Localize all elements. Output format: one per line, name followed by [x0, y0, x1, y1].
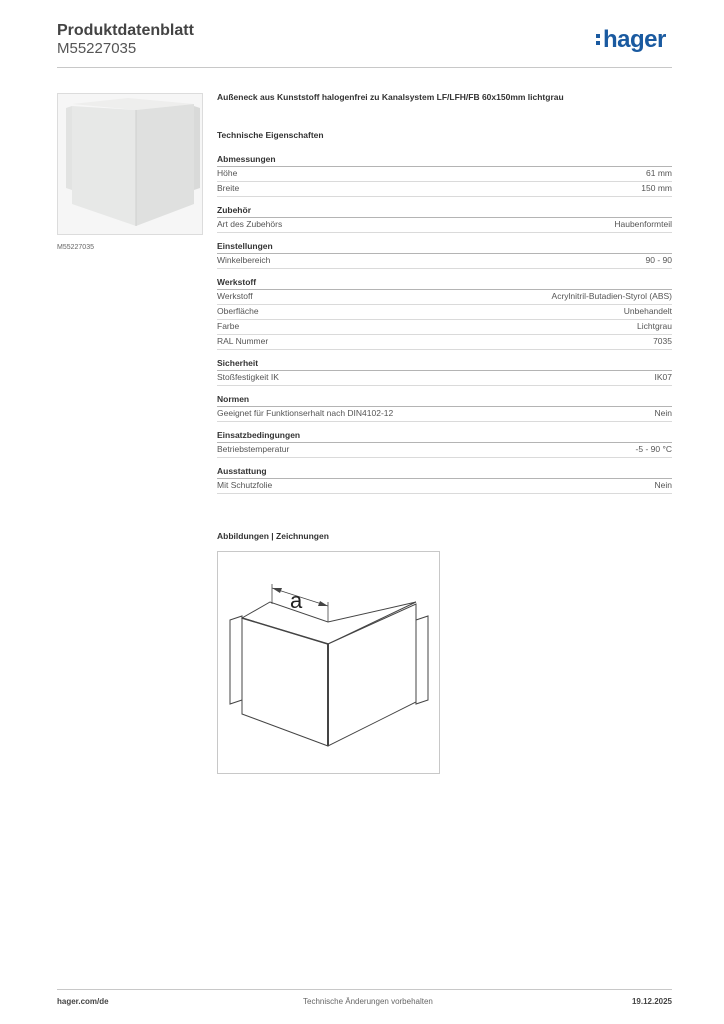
product-title: Außeneck aus Kunststoff halogenfrei zu Kanalsystem LF/LFH/FB 60x150mm lichtgrau	[217, 92, 564, 102]
logo-dots-icon	[596, 34, 600, 48]
section-heading: Ausstattung	[217, 466, 672, 479]
spec-row	[217, 443, 672, 458]
spec-label: Breite	[217, 183, 240, 193]
section-heading: Sicherheit	[217, 358, 672, 371]
spec-row	[217, 182, 672, 197]
spec-value: Unbehandelt	[623, 306, 672, 316]
section-heading: Normen	[217, 394, 672, 407]
spec-label: Oberfläche	[217, 306, 259, 316]
spec-value: Nein	[654, 408, 672, 418]
spec-label: Höhe	[217, 168, 238, 178]
tech-heading: Technische Eigenschaften	[217, 130, 324, 140]
spec-row	[217, 479, 672, 494]
section-heading: Einstellungen	[217, 241, 672, 254]
section-zubehoer	[217, 205, 672, 233]
logo-text: hager	[603, 26, 666, 53]
article-number: M55227035	[57, 40, 137, 57]
spec-label: Mit Schutzfolie	[217, 480, 273, 490]
header-divider	[57, 67, 672, 68]
spec-label: Farbe	[217, 321, 240, 331]
product-corner-photo	[58, 94, 202, 234]
section-werkstoff	[217, 277, 672, 350]
thumbnail-caption: M55227035	[57, 244, 94, 251]
spec-value: Lichtgrau	[637, 321, 672, 331]
technical-drawing[interactable]	[217, 551, 440, 774]
spec-row	[217, 167, 672, 182]
footer-divider	[57, 989, 672, 990]
dimension-label: a	[290, 588, 303, 613]
spec-value: Acrylnitril-Butadien-Styrol (ABS)	[551, 291, 672, 301]
product-thumbnail[interactable]	[57, 93, 203, 235]
footer-date: 19.12.2025	[631, 997, 672, 1006]
section-heading: Werkstoff	[217, 277, 672, 290]
corner-line-drawing	[218, 552, 439, 773]
specs-panel	[217, 92, 672, 502]
footer-notice: Technische Änderungen vorbehalten	[303, 997, 433, 1006]
spec-value: 7035	[653, 336, 672, 346]
spec-row	[217, 290, 672, 305]
spec-row	[217, 254, 672, 269]
spec-label: Stoßfestigkeit IK	[217, 372, 279, 382]
spec-row	[217, 305, 672, 320]
images-heading: Abbildungen | Zeichnungen	[217, 531, 329, 541]
spec-value: -5 - 90 °C	[635, 444, 672, 454]
spec-row	[217, 218, 672, 233]
spec-row	[217, 407, 672, 422]
section-heading: Abmessungen	[217, 154, 672, 167]
spec-value: 61 mm	[646, 168, 672, 178]
spec-row	[217, 371, 672, 386]
spec-label: RAL Nummer	[217, 336, 269, 346]
section-heading: Einsatzbedingungen	[217, 430, 672, 443]
section-sicherheit	[217, 358, 672, 386]
page-title: Produktdatenblatt	[57, 22, 194, 39]
spec-value: Nein	[654, 480, 672, 490]
spec-value: Haubenformteil	[614, 219, 672, 229]
spec-label: Winkelbereich	[217, 255, 271, 265]
spec-label: Betriebstemperatur	[217, 444, 290, 454]
spec-label: Art des Zubehörs	[217, 219, 283, 229]
section-abmessungen	[217, 154, 672, 197]
hager-logo[interactable]	[596, 26, 666, 54]
section-einstellungen	[217, 241, 672, 269]
footer-website-link[interactable]: hager.com/de	[57, 997, 109, 1006]
spec-value: IK07	[654, 372, 672, 382]
section-einsatzbedingungen	[217, 430, 672, 458]
spec-label: Werkstoff	[217, 291, 253, 301]
spec-label: Geeignet für Funktionserhalt nach DIN4102-12	[217, 408, 394, 418]
spec-row	[217, 320, 672, 335]
spec-value: 90 - 90	[645, 255, 672, 265]
spec-row	[217, 335, 672, 350]
section-normen	[217, 394, 672, 422]
section-heading: Zubehör	[217, 205, 672, 218]
spec-value: 150 mm	[641, 183, 672, 193]
section-ausstattung	[217, 466, 672, 494]
